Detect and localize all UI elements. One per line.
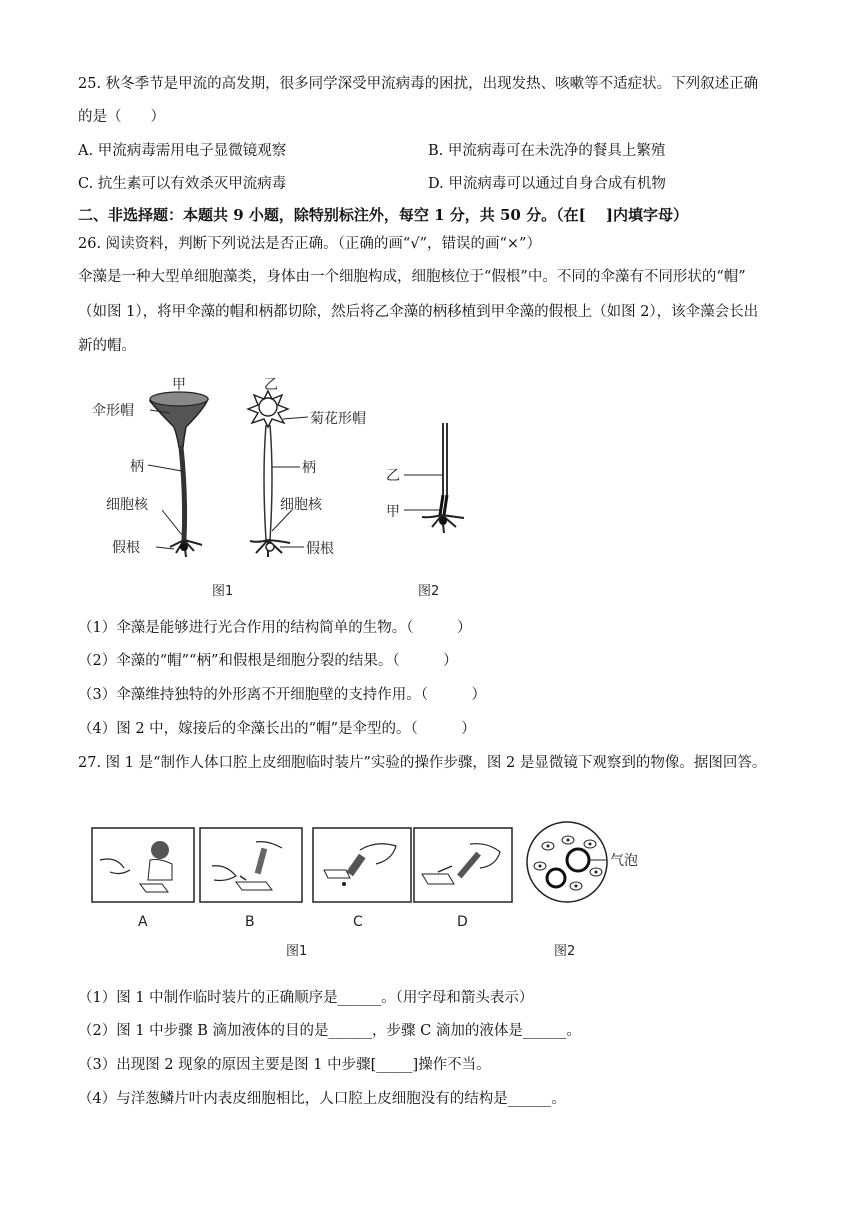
q25-stem-line1: 25. 秋冬季节是甲流的高发期，很多同学深受甲流病毒的困扰，出现发热、咳嗽等不适症状。下列叙述正确	[78, 76, 759, 92]
q26-statement-1: （1）伞藻是能够进行光合作用的结构简单的生物。（ ）	[78, 620, 472, 636]
label-chrysanthemum-cap: 菊花形帽	[310, 411, 366, 427]
q26-paragraph-line1: 伞藻是一种大型单细胞藻类，身体由一个细胞构成，细胞核位于“假根”中。不同的伞藻有不同形状的“帽”	[78, 269, 746, 285]
stalk-yi	[264, 425, 272, 540]
panel-c	[313, 828, 411, 902]
q26-statement-2: （2）伞藻的“帽”“柄”和假根是细胞分裂的结果。（ ）	[78, 653, 458, 669]
q27-figure	[0, 820, 860, 920]
nucleus-jia	[180, 543, 188, 551]
nucleus-yi	[266, 543, 274, 551]
alga-jia	[150, 392, 208, 557]
label-graft-jia: 甲	[386, 504, 400, 520]
label-yi: 乙	[264, 377, 278, 393]
caption-q27-fig1: 图1	[286, 944, 308, 959]
caption-q27-fig2: 图2	[554, 944, 576, 959]
microscope-view	[527, 822, 607, 902]
caption-fig2: 图2	[418, 584, 440, 599]
q26-intro: 26. 阅读资料，判断下列说法是否正确。（正确的画“√”，错误的画“×”）	[78, 236, 541, 252]
caption-fig1: 图1	[212, 584, 234, 599]
q25-option-c: C. 抗生素可以有效杀灭甲流病毒	[78, 176, 287, 192]
q26-paragraph-line2: （如图 1），将甲伞藻的帽和柄都切除，然后将乙伞藻的柄移植到甲伞藻的假根上（如图 2），该伞藻会长出	[78, 304, 759, 320]
q25-option-a: A. 甲流病毒需用电子显微镜观察	[78, 143, 287, 159]
umbrella-cap-top	[150, 392, 208, 406]
q26-statement-3: （3）伞藻维持独特的外形离不开细胞壁的支持作用。（ ）	[78, 687, 486, 703]
panel-d	[414, 828, 512, 902]
panel-a	[92, 828, 194, 902]
q27-subquestion-3: （3）出现图 2 现象的原因主要是图 1 中步骤[_____]操作不当。	[78, 1057, 491, 1073]
q26-statement-4: （4）图 2 中，嫁接后的伞藻长出的“帽”是伞型的。（ ）	[78, 721, 476, 737]
label-stalk-yi: 柄	[302, 460, 316, 476]
label-step-b: B	[245, 914, 255, 930]
panel-b	[200, 828, 302, 902]
label-stalk-jia: 柄	[130, 459, 144, 475]
label-nucleus-jia: 细胞核	[106, 497, 148, 513]
q26-paragraph-line3: 新的帽。	[78, 338, 136, 354]
label-step-d: D	[457, 914, 468, 930]
label-rhizoid-jia: 假根	[112, 540, 140, 556]
q25-option-b: B. 甲流病毒可在未洗净的餐具上繁殖	[428, 143, 666, 159]
stalk-jia	[181, 447, 185, 540]
q25-option-d: D. 甲流病毒可以通过自身合成有机物	[428, 176, 666, 192]
label-jia: 甲	[172, 377, 186, 393]
section-heading: 二、非选择题：本题共 9 小题，除特别标注外，每空 1 分，共 50 分。（在[ ]内填字母）	[78, 206, 689, 224]
label-bubble: 气泡	[610, 853, 638, 869]
label-nucleus-yi: 细胞核	[280, 497, 322, 513]
q27-intro: 27. 图 1 是“制作人体口腔上皮细胞临时装片”实验的操作步骤，图 2 是显微镜下观察到的物像。据图回答。	[78, 755, 767, 771]
label-rhizoid-yi: 假根	[306, 541, 334, 557]
q25-stem-line2: 的是（ ）	[78, 109, 165, 125]
q27-subquestion-4: （4）与洋葱鳞片叶内表皮细胞相比，人口腔上皮细胞没有的结构是______。	[78, 1091, 566, 1107]
alga-yi	[248, 391, 290, 557]
label-graft-yi: 乙	[386, 468, 400, 484]
q27-subquestion-2: （2）图 1 中步骤 B 滴加液体的目的是______，步骤 C 滴加的液体是______。	[78, 1023, 581, 1039]
grafted-alga	[422, 423, 464, 533]
label-step-c: C	[353, 914, 363, 930]
label-umbrella-cap: 伞形帽	[92, 403, 134, 419]
label-step-a: A	[138, 914, 148, 930]
q27-subquestion-1: （1）图 1 中制作临时装片的正确顺序是______。（用字母和箭头表示）	[78, 990, 534, 1006]
